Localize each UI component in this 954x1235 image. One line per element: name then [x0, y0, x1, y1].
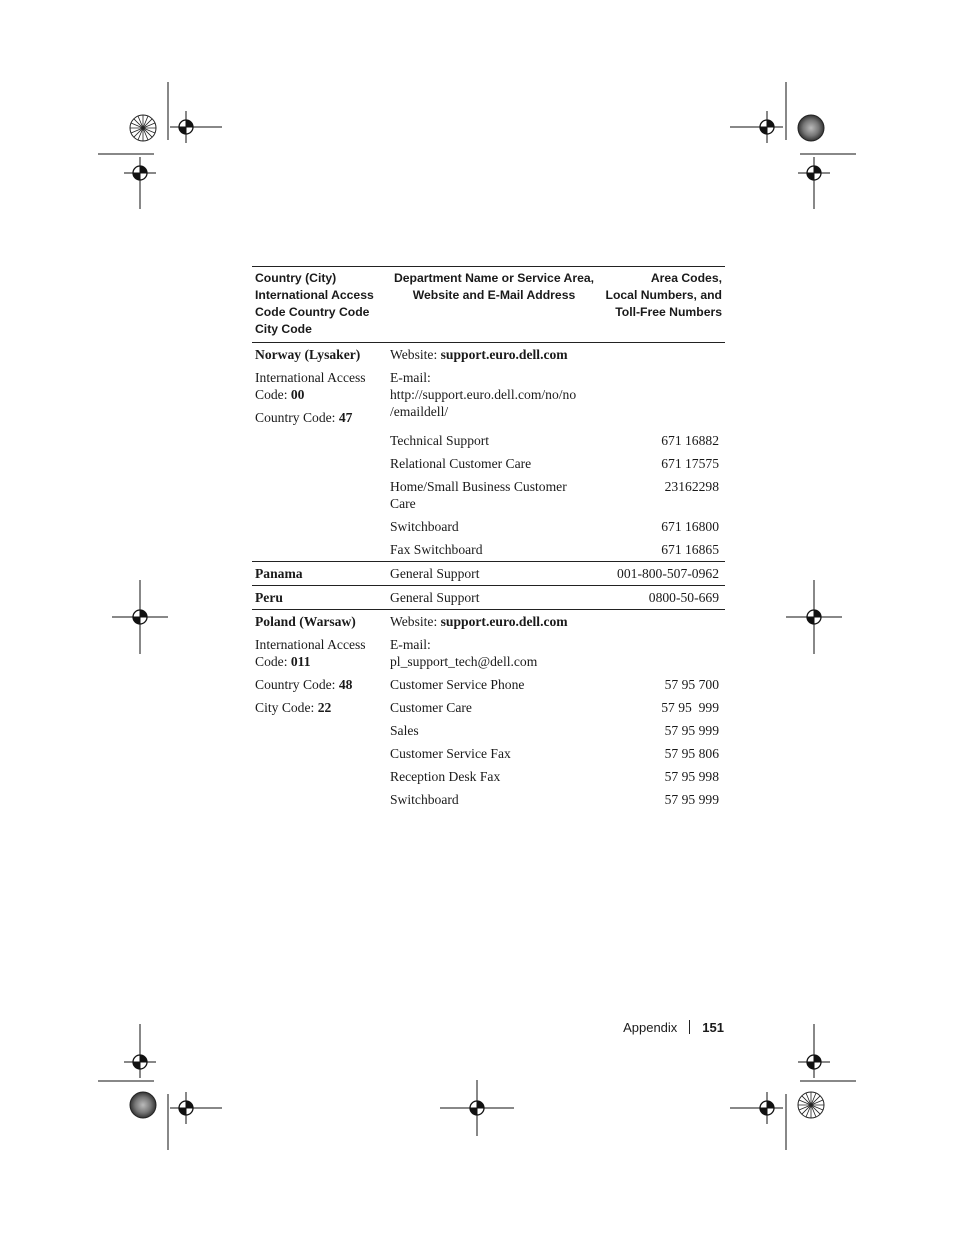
table-row: [252, 610, 725, 634]
table-row: [252, 719, 725, 742]
service-name: Relational Customer Care: [390, 456, 532, 471]
service-name: General Support: [387, 586, 601, 610]
service-name: Customer Service Phone: [390, 677, 525, 692]
footer-section: Appendix: [623, 1020, 678, 1035]
table-row: [252, 673, 725, 696]
service-name: Technical Support: [390, 433, 490, 448]
access-code-cell: International Access Code: 00: [255, 370, 366, 402]
table-row: [252, 788, 725, 811]
country-code-cell: Country Code: 48: [255, 677, 353, 692]
page-footer: [623, 1020, 724, 1035]
table-row: [252, 633, 725, 673]
page-number: 151: [702, 1020, 724, 1035]
email-cell: E-mail: pl_support_tech@dell.com: [390, 637, 538, 669]
phone-number: 57 95 806: [664, 746, 719, 761]
country-name: Peru: [252, 586, 387, 610]
phone-number: 671 16800: [661, 519, 719, 534]
service-name: Customer Care: [390, 700, 472, 715]
service-name: Fax Switchboard: [390, 542, 483, 557]
footer-divider: [689, 1020, 690, 1034]
service-name: General Support: [387, 562, 601, 586]
country-code-cell: Country Code: 47: [255, 410, 353, 425]
contact-table: [252, 266, 725, 811]
phone-number: 001-800-507-0962: [601, 562, 725, 586]
city-code-cell: City Code: 22: [255, 700, 332, 715]
header-numbers: Area Codes, Local Numbers, and Toll-Free Numbers: [601, 267, 725, 343]
website-cell: Website: support.euro.dell.com: [387, 610, 601, 634]
phone-number: 671 16882: [661, 433, 719, 448]
table-row: [252, 452, 725, 475]
table-row: [252, 742, 725, 765]
table-row: [252, 765, 725, 788]
table-row: [252, 562, 725, 586]
service-name: Home/Small Business Customer Care: [390, 479, 567, 511]
service-name: Customer Service Fax: [390, 746, 511, 761]
service-name: Switchboard: [390, 792, 459, 807]
service-name: Switchboard: [390, 519, 459, 534]
table-row: [252, 586, 725, 610]
phone-number: 23162298: [664, 479, 719, 494]
country-name: Panama: [252, 562, 387, 586]
table-row: [252, 429, 725, 452]
table-row: [252, 515, 725, 538]
table-row: [252, 538, 725, 562]
header-country: Country (City) International Access Code Country Code City Code: [252, 267, 387, 343]
service-name: Reception Desk Fax: [390, 769, 501, 784]
phone-number: 0800-50-669: [601, 586, 725, 610]
phone-number: 671 16865: [661, 542, 719, 557]
phone-number: 57 95 700: [664, 677, 719, 692]
email-cell: E-mail: http://support.euro.dell.com/no/no /emaildell/: [390, 370, 577, 419]
table-row: [252, 343, 725, 367]
phone-number: 57 95 999: [664, 723, 719, 738]
phone-number: 671 17575: [661, 456, 719, 471]
header-department: Department Name or Service Area, Website and E-Mail Address: [387, 267, 601, 343]
phone-number: 57 95 998: [664, 769, 719, 784]
phone-number: 57 95 999: [664, 792, 719, 807]
access-code-cell: International Access Code: 011: [255, 637, 366, 669]
table-row: [252, 475, 725, 515]
service-name: Sales: [390, 723, 419, 738]
phone-number: 57 95 999: [661, 700, 719, 715]
table-header-row: [252, 267, 725, 343]
country-name: Norway (Lysaker): [252, 343, 387, 367]
country-name: Poland (Warsaw): [252, 610, 387, 634]
website-cell: Website: support.euro.dell.com: [387, 343, 601, 367]
table-row: [252, 366, 725, 406]
table-row: [252, 696, 725, 719]
